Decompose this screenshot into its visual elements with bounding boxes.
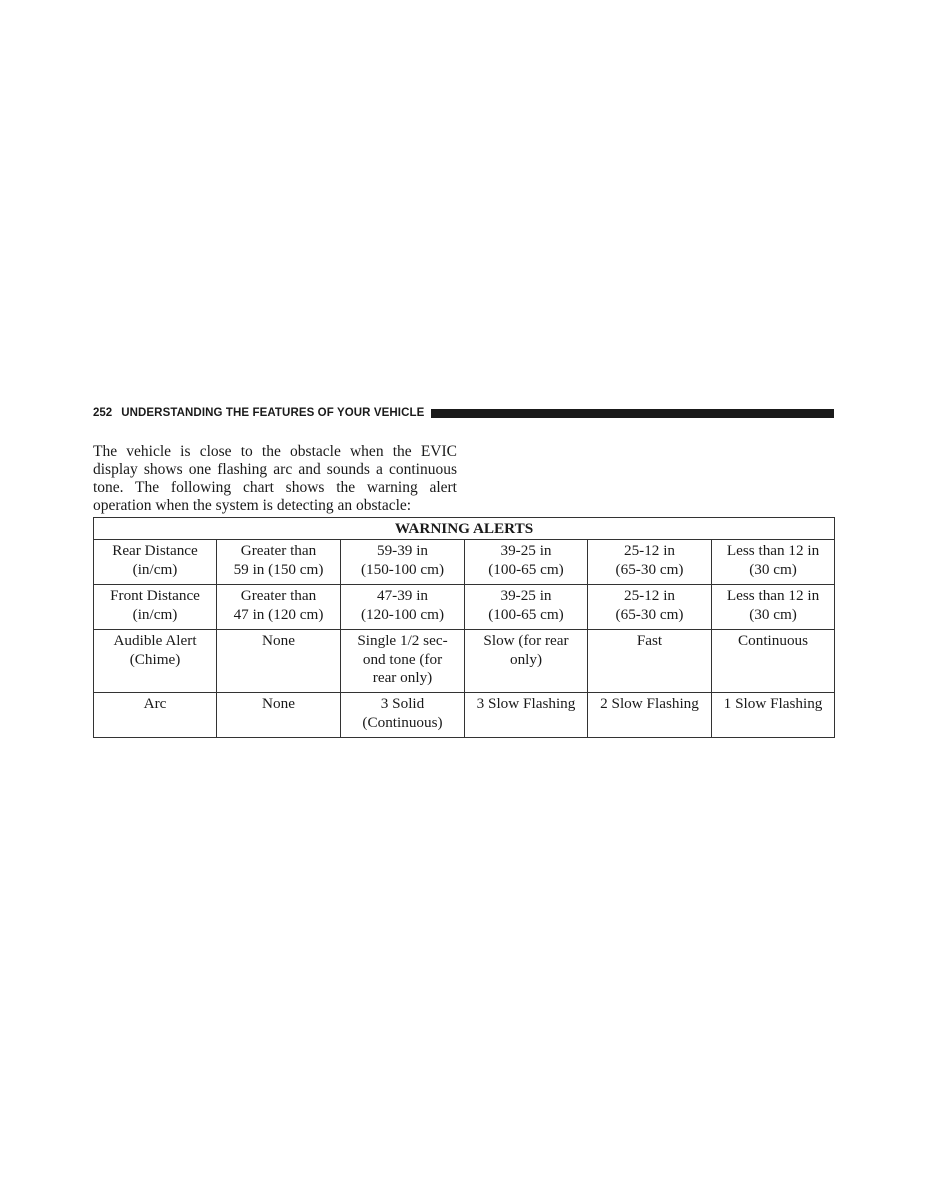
cell-line: rear only)	[372, 668, 433, 686]
cell-line: Slow (for rear	[483, 632, 569, 650]
cell-line: 1 Slow Flashing	[723, 695, 823, 713]
table-cell	[465, 630, 588, 693]
cell-line: (100-65 cm)	[488, 605, 564, 623]
cell-line: 59-39 in	[376, 542, 429, 560]
table-cell	[588, 585, 712, 630]
cell-line: (120-100 cm)	[360, 605, 445, 623]
table-cell	[712, 693, 835, 738]
table-cell	[588, 693, 712, 738]
table-row	[94, 630, 835, 693]
table-row	[94, 540, 835, 585]
cell-line: (150-100 cm)	[360, 560, 445, 578]
row-label	[94, 630, 217, 693]
table-row	[94, 693, 835, 738]
section-title: UNDERSTANDING THE FEATURES OF YOUR VEHICLE	[121, 407, 425, 419]
table-cell	[341, 585, 465, 630]
table-cell	[217, 630, 341, 693]
cell-line: 47-39 in	[376, 587, 429, 605]
cell-line: (65-30 cm)	[615, 560, 684, 578]
cell-line: 25-12 in	[623, 542, 676, 560]
table-body	[94, 540, 835, 738]
page-header	[93, 405, 834, 421]
cell-line: (Chime)	[129, 650, 181, 668]
table-cell	[341, 630, 465, 693]
table-row	[94, 585, 835, 630]
cell-line: 25-12 in	[623, 587, 676, 605]
cell-line: (30 cm)	[749, 605, 797, 623]
cell-line: only)	[509, 650, 543, 668]
cell-line: (Continuous)	[362, 713, 443, 731]
table-cell	[712, 540, 835, 585]
cell-line: Rear Distance	[112, 542, 198, 560]
cell-line: 3 Slow Flashing	[476, 695, 576, 713]
cell-line: Greater than	[240, 542, 317, 560]
warning-alerts-table	[93, 517, 835, 738]
table-cell	[217, 585, 341, 630]
cell-line: 3 Solid	[380, 695, 425, 713]
row-label	[94, 585, 217, 630]
cell-line: Continuous	[738, 632, 809, 650]
table-cell	[712, 630, 835, 693]
cell-line: Fast	[636, 632, 663, 650]
cell-line: None	[262, 632, 295, 650]
page-number: 252	[93, 407, 113, 419]
cell-line: (100-65 cm)	[488, 560, 564, 578]
cell-line: ond tone (for	[362, 650, 443, 668]
header-rule	[431, 409, 834, 418]
cell-line: 59 in (150 cm)	[233, 560, 324, 578]
table-cell	[217, 693, 341, 738]
cell-line: Front Distance	[110, 587, 200, 605]
body-paragraph: The vehicle is close to the obstacle when the EVIC display shows one flashing arc and sounds a continuous tone. The following chart shows the warning alert operation when the system is detecting an obstacle:	[93, 442, 457, 515]
table-title: WARNING ALERTS	[94, 518, 835, 540]
cell-line: None	[262, 695, 295, 713]
table-cell	[712, 585, 835, 630]
cell-line: (30 cm)	[749, 560, 797, 578]
table-cell	[588, 540, 712, 585]
table-cell	[217, 540, 341, 585]
table-cell	[465, 693, 588, 738]
table-cell	[465, 540, 588, 585]
row-label	[94, 540, 217, 585]
table-cell	[341, 693, 465, 738]
cell-line: Greater than	[240, 587, 317, 605]
cell-line: 39-25 in	[500, 587, 552, 605]
table-cell	[465, 585, 588, 630]
cell-line: 47 in (120 cm)	[233, 605, 324, 623]
cell-line: Single 1/2 sec-	[357, 632, 448, 650]
cell-line: 39-25 in	[500, 542, 552, 560]
table-cell	[341, 540, 465, 585]
table-cell	[588, 630, 712, 693]
cell-line: (in/cm)	[132, 560, 178, 578]
cell-line: Less than 12 in	[726, 587, 820, 605]
cell-line: (65-30 cm)	[615, 605, 684, 623]
cell-line: Arc	[143, 695, 167, 713]
cell-line: (in/cm)	[132, 605, 178, 623]
row-label	[94, 693, 217, 738]
cell-line: 2 Slow Flashing	[600, 695, 699, 713]
cell-line: Audible Alert	[113, 632, 197, 650]
cell-line: Less than 12 in	[726, 542, 820, 560]
table-title-row	[94, 518, 835, 540]
